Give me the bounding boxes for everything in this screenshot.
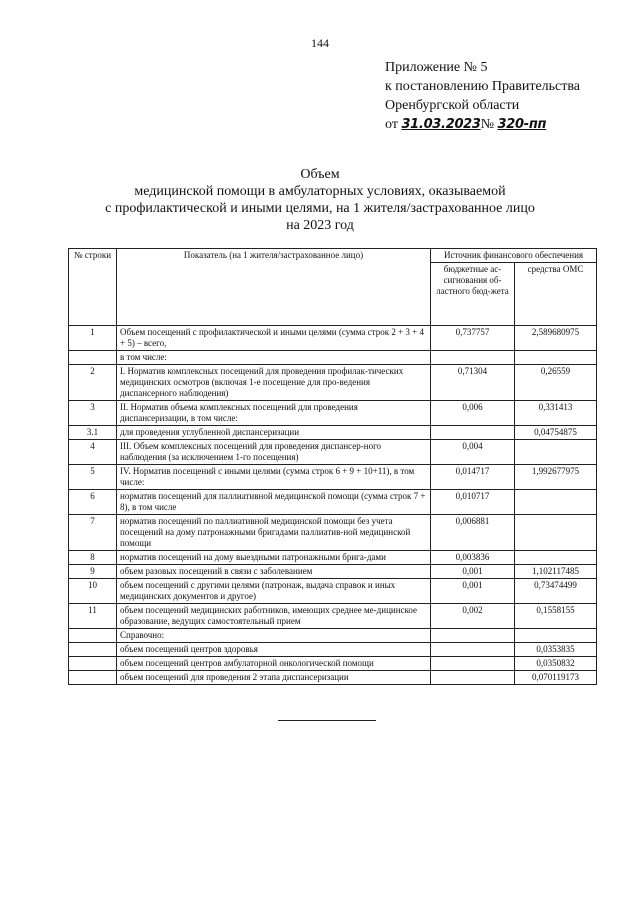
oms-value-cell: 0,0350832	[515, 657, 597, 671]
table-row	[69, 401, 597, 426]
budget-value-cell: 0,006881	[431, 515, 515, 551]
row-number-cell: 7	[69, 515, 117, 551]
row-number-cell: 2	[69, 365, 117, 401]
indicator-cell: для проведения углубленной диспансеризации	[117, 426, 431, 440]
table-row	[69, 643, 597, 657]
appendix-resolution: к постановлению Правительства	[385, 79, 581, 94]
row-number-cell: 10	[69, 579, 117, 604]
oms-value-cell: 0,26559	[515, 365, 597, 401]
budget-value-cell: 0,002	[431, 604, 515, 629]
indicator-cell: объем посещений центров амбулаторной онкологической помощи	[117, 657, 431, 671]
table-row	[69, 671, 597, 685]
appendix-date-line	[385, 115, 580, 134]
header-budget: бюджетные ас-сигнования об-ластного бюд-жета	[431, 263, 515, 326]
table-row	[69, 351, 597, 365]
appendix-title: Приложение № 5	[385, 60, 488, 75]
budget-value-cell: 0,001	[431, 565, 515, 579]
handwritten-date: 31.03.2023	[401, 117, 481, 132]
budget-value-cell: 0,003836	[431, 551, 515, 565]
indicator-cell: II. Норматив объема комплексных посещений для проведения диспансеризации, в том числе:	[117, 401, 431, 426]
oms-value-cell	[515, 551, 597, 565]
header-funding-source: Источник финансового обеспечения	[431, 249, 597, 263]
indicator-cell: объем посещений для проведения 2 этапа диспансеризации	[117, 671, 431, 685]
document-title	[0, 166, 640, 234]
row-number-cell	[69, 657, 117, 671]
table-row	[69, 365, 597, 401]
budget-value-cell: 0,737757	[431, 326, 515, 351]
table-row	[69, 579, 597, 604]
oms-value-cell: 0,73474499	[515, 579, 597, 604]
title-line-1: Объем	[300, 167, 340, 182]
oms-value-cell	[515, 629, 597, 643]
title-line-4: на 2023 год	[286, 218, 354, 233]
indicator-cell: объем посещений медицинских работников, имеющих среднее ме-дицинское образование, ведущих самостоятельный прием	[117, 604, 431, 629]
indicator-cell: I. Норматив комплексных посещений для проведения профилак-тических медицинских осмотров (включая 1-е посещение для про-ведения диспансерного наблюдения)	[117, 365, 431, 401]
oms-value-cell	[515, 515, 597, 551]
budget-value-cell: 0,004	[431, 440, 515, 465]
indicator-cell: норматив посещений для паллиативной медицинской помощи (сумма строк 7 + 8), в том числе	[117, 490, 431, 515]
indicator-cell: в том числе:	[117, 351, 431, 365]
oms-value-cell: 0,331413	[515, 401, 597, 426]
header-row-number: № строки	[69, 249, 117, 326]
table-row	[69, 604, 597, 629]
header-indicator: Показатель (на 1 жителя/застрахованное лицо)	[117, 249, 431, 326]
row-number-cell: 3.1	[69, 426, 117, 440]
budget-value-cell: 0,001	[431, 579, 515, 604]
oms-value-cell: 2,589680975	[515, 326, 597, 351]
appendix-region: Оренбургской области	[385, 98, 520, 113]
oms-value-cell	[515, 490, 597, 515]
oms-value-cell: 1,102117485	[515, 565, 597, 579]
header-oms: средства ОМС	[515, 263, 597, 326]
indicator-cell: объем разовых посещений в связи с заболеванием	[117, 565, 431, 579]
oms-value-cell	[515, 440, 597, 465]
page-number: 144	[311, 36, 329, 50]
indicator-cell: IV. Норматив посещений с иными целями (сумма строк 6 + 9 + 10+11), в том числе:	[117, 465, 431, 490]
oms-value-cell: 0,04754875	[515, 426, 597, 440]
indicator-cell: III. Объем комплексных посещений для проведения диспансер-ного наблюдения (за исключением 1-го посещения)	[117, 440, 431, 465]
oms-value-cell	[515, 351, 597, 365]
row-number-cell	[69, 643, 117, 657]
row-number-cell	[69, 351, 117, 365]
title-line-2: медицинской помощи в амбулаторных условиях, оказываемой	[134, 184, 506, 199]
table-row	[69, 515, 597, 551]
budget-value-cell: 0,010717	[431, 490, 515, 515]
table-row	[69, 326, 597, 351]
table-row	[69, 490, 597, 515]
indicator-cell: объем посещений центров здоровья	[117, 643, 431, 657]
budget-value-cell	[431, 657, 515, 671]
budget-value-cell: 0,71304	[431, 365, 515, 401]
row-number-cell: 5	[69, 465, 117, 490]
table-row	[69, 440, 597, 465]
oms-value-cell: 1,992677975	[515, 465, 597, 490]
title-line-3: с профилактической и иными целями, на 1 жителя/застрахованное лицо	[105, 201, 535, 216]
row-number-cell: 4	[69, 440, 117, 465]
row-number-cell: 9	[69, 565, 117, 579]
budget-value-cell	[431, 671, 515, 685]
number-sign: №	[480, 117, 495, 132]
indicator-cell: объем посещений с другими целями (патронаж, выдача справок и иных медицинских документов и другое)	[117, 579, 431, 604]
table-row	[69, 551, 597, 565]
oms-value-cell: 0,070119173	[515, 671, 597, 685]
footer-divider	[278, 720, 376, 721]
appendix-block	[385, 58, 580, 134]
norms-table	[68, 248, 597, 685]
row-number-cell: 1	[69, 326, 117, 351]
oms-value-cell: 0,1558155	[515, 604, 597, 629]
budget-value-cell	[431, 351, 515, 365]
indicator-cell: Справочно:	[117, 629, 431, 643]
table-row	[69, 629, 597, 643]
table-row	[69, 565, 597, 579]
row-number-cell: 11	[69, 604, 117, 629]
indicator-cell: норматив посещений по паллиативной медицинской помощи без учета посещений на дому патронажными бригадами паллиатив-ной медицинской помощи	[117, 515, 431, 551]
handwritten-number: 320-пп	[497, 117, 547, 132]
table-row	[69, 426, 597, 440]
row-number-cell: 3	[69, 401, 117, 426]
row-number-cell: 8	[69, 551, 117, 565]
budget-value-cell	[431, 643, 515, 657]
budget-value-cell: 0,006	[431, 401, 515, 426]
indicator-cell: норматив посещений на дому выездными патронажными брига-дами	[117, 551, 431, 565]
row-number-cell	[69, 671, 117, 685]
budget-value-cell	[431, 426, 515, 440]
oms-value-cell: 0,0353835	[515, 643, 597, 657]
table-row	[69, 465, 597, 490]
date-prefix: от	[385, 117, 398, 132]
budget-value-cell: 0,014717	[431, 465, 515, 490]
table-row	[69, 657, 597, 671]
budget-value-cell	[431, 629, 515, 643]
row-number-cell: 6	[69, 490, 117, 515]
indicator-cell: Объем посещений с профилактической и иными целями (сумма строк 2 + 3 + 4 + 5) – всего,	[117, 326, 431, 351]
row-number-cell	[69, 629, 117, 643]
